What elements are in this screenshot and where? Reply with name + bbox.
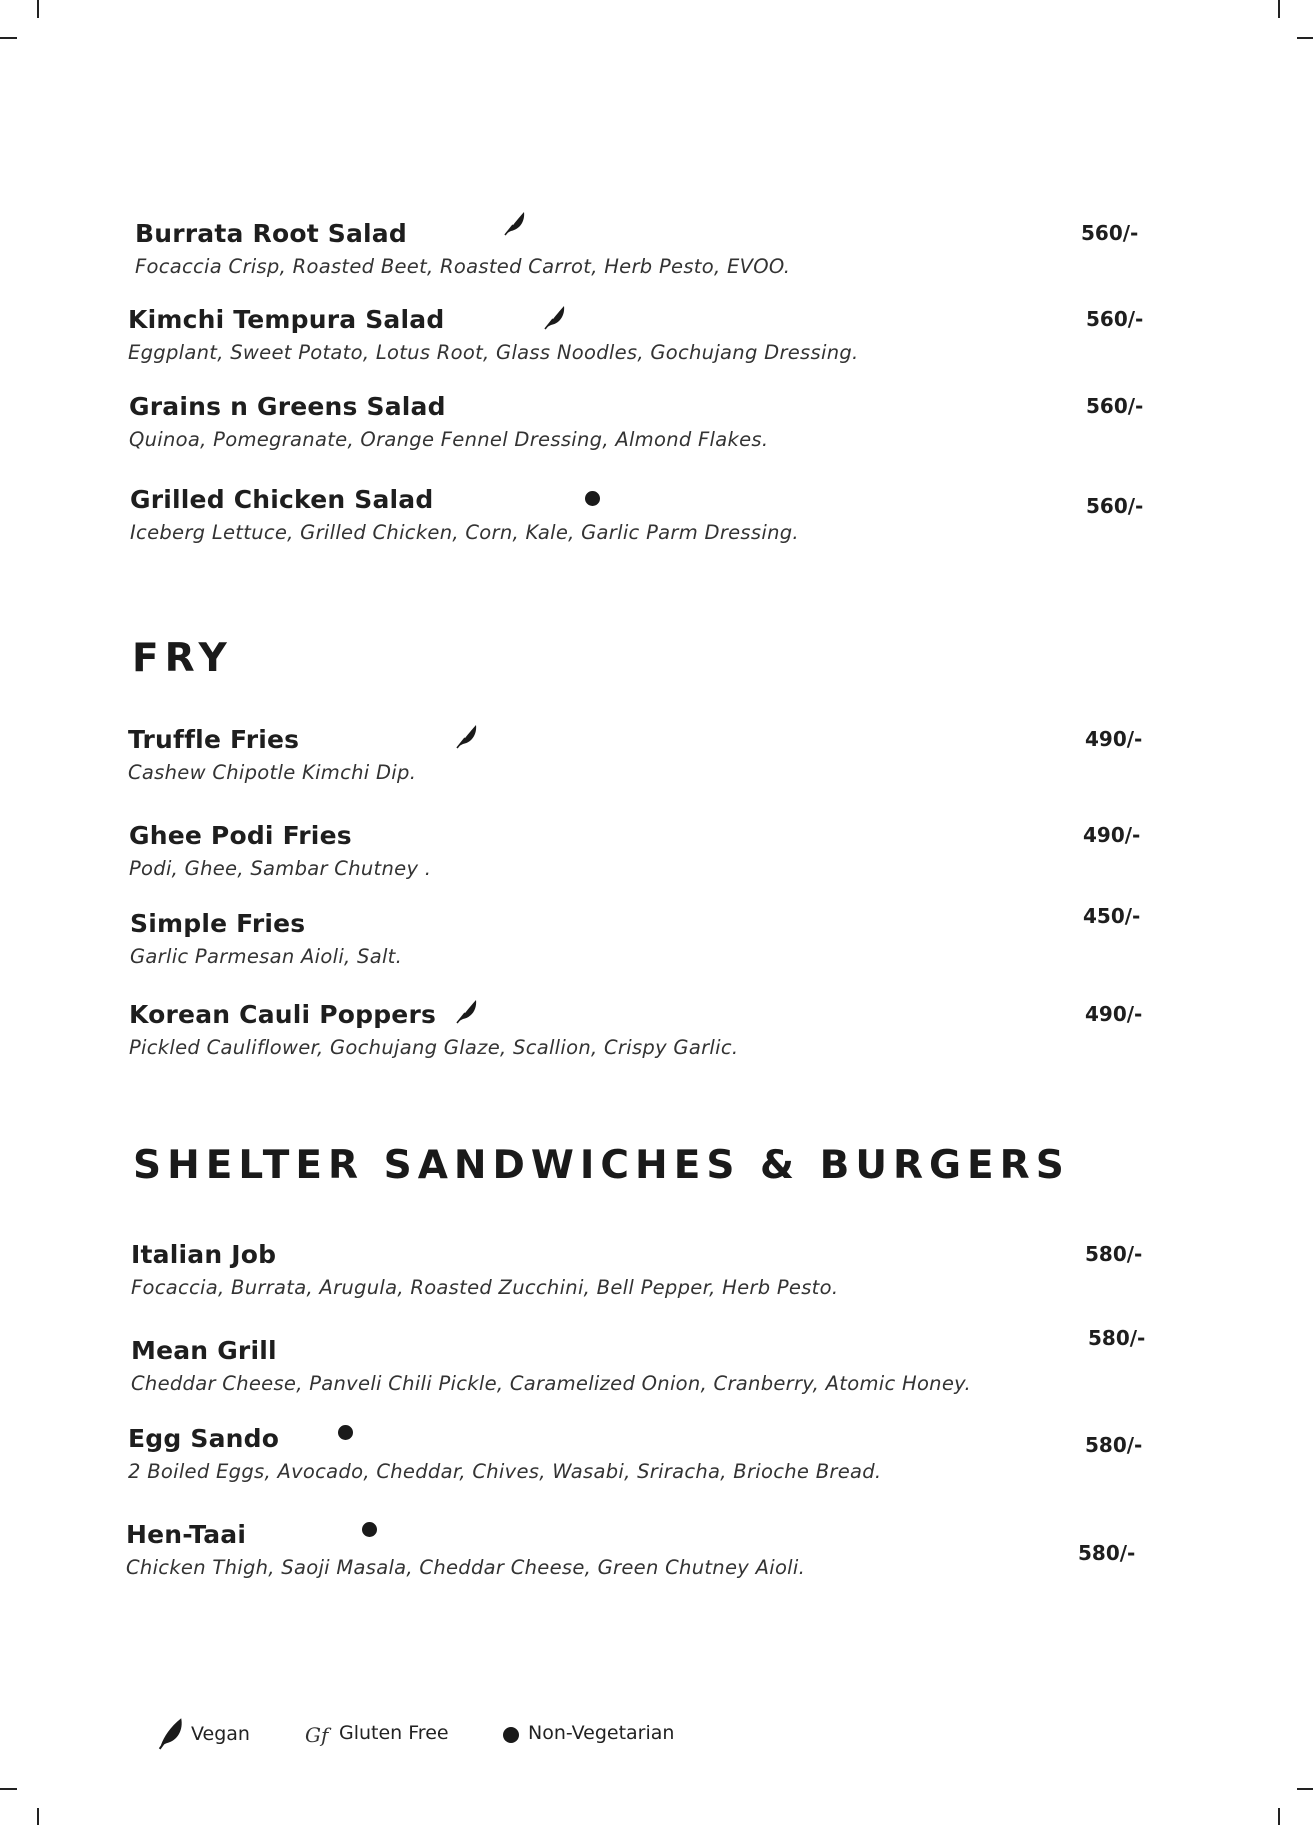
legend-leaf-icon — [157, 1716, 185, 1750]
item-description: Focaccia, Burrata, Arugula, Roasted Zucchini, Bell Pepper, Herb Pesto. — [131, 1276, 839, 1299]
item-name: Simple Fries — [130, 909, 306, 938]
non-veg-dot-icon — [362, 1522, 377, 1537]
item-description: Eggplant, Sweet Potato, Lotus Root, Glass Noodles, Gochujang Dressing. — [128, 341, 859, 364]
item-description: Pickled Cauliflower, Gochujang Glaze, Scallion, Crispy Garlic. — [129, 1036, 739, 1059]
item-price: 560/- — [1081, 221, 1139, 245]
item-price: 580/- — [1085, 1242, 1143, 1266]
item-description: Podi, Ghee, Sambar Chutney . — [129, 857, 432, 880]
crop-mark-bottom-left-h — [0, 1788, 17, 1790]
item-price: 580/- — [1085, 1433, 1143, 1457]
non-veg-dot-icon — [585, 491, 600, 506]
item-price: 450/- — [1083, 904, 1141, 928]
item-price: 580/- — [1088, 1326, 1146, 1350]
item-description: Iceberg Lettuce, Grilled Chicken, Corn, Kale, Garlic Parm Dressing. — [130, 521, 799, 544]
item-name: Egg Sando — [128, 1424, 280, 1453]
item-price: 490/- — [1085, 1002, 1143, 1026]
legend-dot-icon — [503, 1727, 519, 1743]
vegan-leaf-icon — [455, 723, 479, 749]
item-price: 560/- — [1086, 494, 1144, 518]
vegan-leaf-icon — [503, 210, 527, 236]
item-description: Garlic Parmesan Aioli, Salt. — [130, 945, 403, 968]
crop-mark-top-right-h — [1297, 37, 1313, 39]
legend-label-gluten-free: Gluten Free — [339, 1722, 449, 1744]
crop-mark-top-right-v — [1278, 0, 1280, 18]
item-description: Cheddar Cheese, Panveli Chili Pickle, Caramelized Onion, Cranberry, Atomic Honey. — [131, 1372, 971, 1395]
legend-label-vegan: Vegan — [191, 1723, 250, 1745]
item-price: 560/- — [1086, 394, 1144, 418]
item-name: Korean Cauli Poppers — [129, 1000, 437, 1029]
crop-mark-bottom-left-v — [37, 1808, 39, 1825]
vegan-leaf-icon — [543, 304, 567, 330]
item-name: Italian Job — [131, 1240, 277, 1269]
section-title-sandwiches-burgers: SHELTER SANDWICHES & BURGERS — [133, 1143, 1070, 1188]
item-name: Mean Grill — [131, 1336, 277, 1365]
vegan-leaf-icon — [455, 998, 479, 1024]
crop-mark-bottom-right-v — [1278, 1808, 1280, 1825]
item-name: Grilled Chicken Salad — [130, 485, 434, 514]
item-name: Burrata Root Salad — [135, 219, 407, 248]
item-name: Truffle Fries — [128, 725, 300, 754]
crop-mark-bottom-right-h — [1297, 1788, 1313, 1790]
gluten-free-icon: Gf — [305, 1723, 329, 1747]
item-name: Hen-Taai — [126, 1520, 247, 1549]
crop-mark-top-left-h — [0, 37, 17, 39]
item-price: 490/- — [1085, 727, 1143, 751]
item-description: 2 Boiled Eggs, Avocado, Cheddar, Chives, Wasabi, Sriracha, Brioche Bread. — [128, 1460, 882, 1483]
item-price: 490/- — [1083, 823, 1141, 847]
item-name: Ghee Podi Fries — [129, 821, 352, 850]
item-price: 560/- — [1086, 307, 1144, 331]
non-veg-dot-icon — [338, 1425, 353, 1440]
legend-label-non-vegetarian: Non-Vegetarian — [528, 1722, 675, 1744]
section-title-fry: FRY — [132, 636, 233, 681]
item-description: Quinoa, Pomegranate, Orange Fennel Dressing, Almond Flakes. — [129, 428, 769, 451]
crop-mark-top-left-v — [37, 0, 39, 18]
item-description: Cashew Chipotle Kimchi Dip. — [128, 761, 417, 784]
item-description: Chicken Thigh, Saoji Masala, Cheddar Cheese, Green Chutney Aioli. — [126, 1556, 806, 1579]
item-name: Grains n Greens Salad — [129, 392, 446, 421]
item-price: 580/- — [1078, 1541, 1136, 1565]
item-name: Kimchi Tempura Salad — [128, 305, 445, 334]
item-description: Focaccia Crisp, Roasted Beet, Roasted Carrot, Herb Pesto, EVOO. — [135, 255, 791, 278]
